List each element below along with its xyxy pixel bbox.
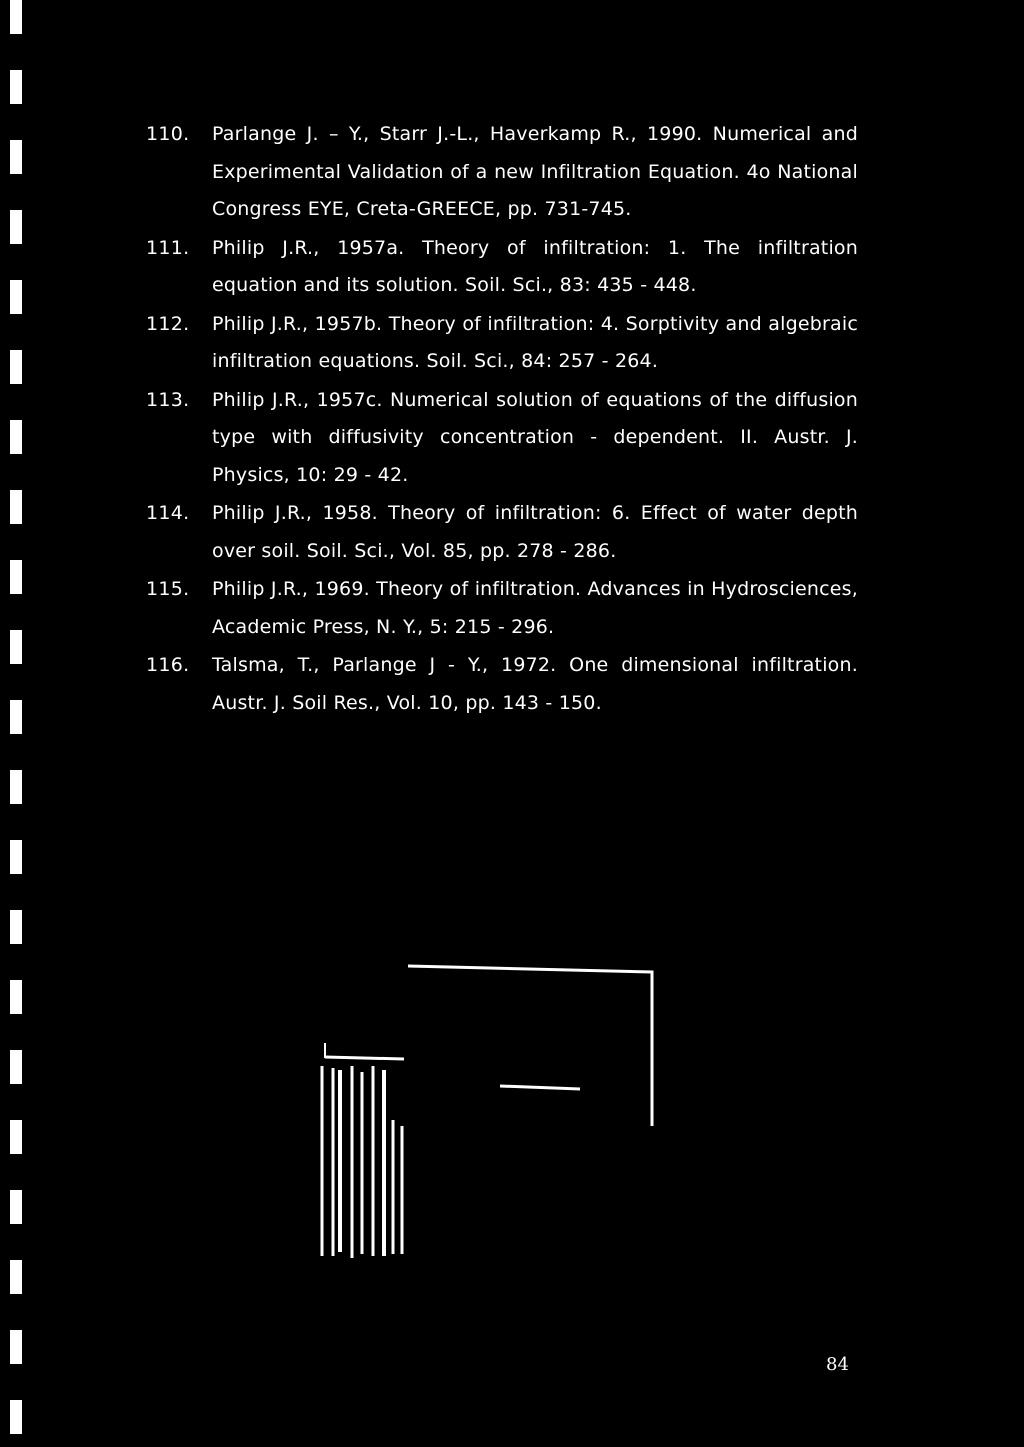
binding-mark [10, 1330, 22, 1364]
reference-item [146, 495, 858, 570]
binding-mark [10, 630, 22, 664]
binding-mark [10, 980, 22, 1014]
reference-item [146, 571, 858, 646]
reference-list [146, 116, 858, 723]
binding-mark [10, 910, 22, 944]
reference-number: 113. [146, 388, 190, 411]
scan-bar-top [325, 1057, 404, 1059]
binding-mark [10, 280, 22, 314]
reference-item [146, 647, 858, 722]
reference-text: Philip J.R., 1958. Theory of infiltration: 6. Effect of water depth over soil. Soil. Sci., Vol. 85, pp. 278 - 286. [212, 502, 858, 562]
binding-mark [10, 350, 22, 384]
binding-mark [10, 70, 22, 104]
scan-frame-line [408, 966, 652, 1126]
reference-item [146, 230, 858, 305]
reference-item [146, 382, 858, 495]
reference-number: 112. [146, 312, 190, 335]
reference-text: Talsma, T., Parlange J - Y., 1972. One dimensional infiltration. Austr. J. Soil Res., Vol. 10, pp. 143 - 150. [212, 654, 858, 714]
reference-number: 115. [146, 578, 190, 600]
binding-mark [10, 140, 22, 174]
reference-number: 110. [146, 123, 190, 145]
reference-text: Parlange J. – Y., Starr J.-L., Haverkamp R., 1990. Numerical and Experimental Validation of a new Infiltration Equation. 4o National Congress EYE, Creta-GREECE, pp. 731-745. [212, 123, 858, 220]
reference-number: 111. [146, 236, 190, 259]
binding-mark [10, 1050, 22, 1084]
binding-mark [10, 1400, 22, 1434]
binding-mark [10, 1120, 22, 1154]
reference-number: 116. [146, 654, 190, 676]
binding-mark [10, 0, 22, 34]
reference-text: Philip J.R., 1969. Theory of infiltration. Advances in Hydrosciences, Academic Press, N. Y., 5: 215 - 296. [212, 578, 858, 638]
page-number: 84 [826, 1354, 849, 1375]
binding-mark [10, 210, 22, 244]
binding-mark [10, 840, 22, 874]
reference-item [146, 116, 858, 229]
binding-mark [10, 770, 22, 804]
reference-text: Philip J.R., 1957a. Theory of infiltration: 1. The infiltration equation and its solution. Soil. Sci., 83: 435 - 448. [212, 236, 858, 296]
binding-marks [0, 0, 40, 1447]
binding-mark [10, 1260, 22, 1294]
binding-mark [10, 1190, 22, 1224]
scan-dash-line [500, 1086, 580, 1089]
reference-text: Philip J.R., 1957b. Theory of infiltration: 4. Sorptivity and algebraic infiltration equations. Soil. Sci., 84: 257 - 264. [212, 312, 858, 372]
reference-item [146, 306, 858, 381]
binding-mark [10, 700, 22, 734]
reference-text: Philip J.R., 1957c. Numerical solution of equations of the diffusion type with diffusivity concentration - dependent. II. Austr. J. Physics, 10: 29 - 42. [212, 388, 858, 486]
binding-mark [10, 490, 22, 524]
reference-number: 114. [146, 502, 190, 524]
binding-mark [10, 420, 22, 454]
binding-mark [10, 560, 22, 594]
